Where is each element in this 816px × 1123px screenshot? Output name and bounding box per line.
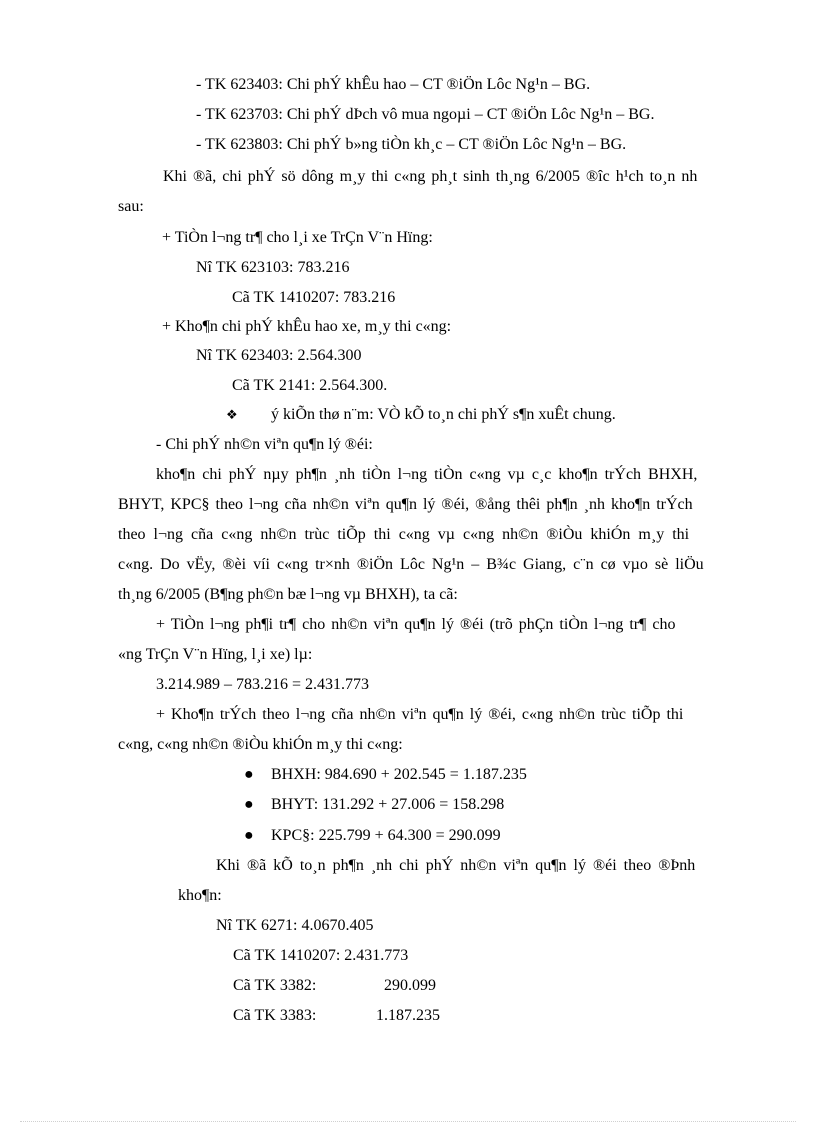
- text-line: + Kho¶n chi phÝ khÊu hao xe, m¸y thi c«ng:: [162, 318, 452, 335]
- text-line: kho¶n chi phÝ nµy ph¶n ¸nh tiÒn l¬ng tiÒn c«ng vµ c¸c kho¶n trÝch BHXH,: [156, 466, 698, 483]
- text-line: + TiÒn l¬ng ph¶i tr¶ cho nh©n viªn qu¶n lý ®éi (trõ phÇn tiÒn l¬ng tr¶ cho: [156, 616, 676, 633]
- journal-debit: Nî TK 623403: 2.564.300: [196, 347, 362, 364]
- journal-credit-amount: 290.099: [384, 977, 436, 994]
- text-line: - TK 623403: Chi phÝ khÊu hao – CT ®iÖn Lôc Ng¹n – BG.: [196, 76, 591, 93]
- text-line: theo l¬ng cña c«ng nh©n trùc tiÕp thi c«ng vµ c«ng nh©n ®iÒu khiÓn m¸y thi: [118, 526, 690, 543]
- text-line: - TK 623803: Chi phÝ b»ng tiÒn kh¸c – CT ®iÖn Lôc Ng¹n – BG.: [196, 136, 627, 153]
- journal-credit: Cã TK 1410207: 2.431.773: [233, 947, 409, 964]
- list-item: KPC§: 225.799 + 64.300 = 290.099: [271, 827, 501, 844]
- text-line: Khi ®ã, chi phÝ sö dông m¸y thi c«ng ph¸t sinh th¸ng 6/2005 ®îc h¹ch to¸n nh: [163, 168, 698, 185]
- bullet-dot-icon: ●: [244, 766, 254, 783]
- text-line: c«ng, c«ng nh©n ®iÒu khiÓn m¸y thi c«ng:: [118, 736, 403, 753]
- text-line: Khi ®ã kÕ to¸n ph¶n ¸nh chi phÝ nh©n viªn qu¶n lý ®éi theo ®Þnh: [216, 857, 696, 874]
- bullet-dot-icon: ●: [244, 796, 254, 813]
- text-line: + Kho¶n trÝch theo l¬ng cña nh©n viªn qu¶n lý ®éi, c«ng nh©n trùc tiÕp thi: [156, 706, 684, 723]
- text-line: - Chi phÝ nh©n viªn qu¶n lý ®éi:: [156, 436, 373, 453]
- diamond-bullet-icon: ❖: [226, 407, 238, 422]
- text-line: BHYT, KPC§ theo l¬ng cña nh©n viªn qu¶n lý ®éi, ®ång thêi ph¶n ¸nh kho¶n trÝch: [118, 496, 693, 513]
- text-line: + TiÒn l¬ng tr¶ cho l¸i xe TrÇn V¨n Hïng:: [162, 229, 433, 246]
- text-line: «ng TrÇn V¨n Hïng, l¸i xe) lµ:: [118, 646, 313, 663]
- journal-credit: Cã TK 1410207: 783.216: [232, 289, 396, 306]
- text-line: - TK 623703: Chi phÝ dÞch vô mua ngoµi – CT ®iÖn Lôc Ng¹n – BG.: [196, 106, 655, 123]
- section-heading: ý kiÕn thø n¨m: VÒ kÕ to¸n chi phÝ s¶n xuÊt chung.: [271, 406, 616, 423]
- text-line: kho¶n:: [178, 887, 222, 904]
- list-item: BHYT: 131.292 + 27.006 = 158.298: [271, 796, 505, 813]
- list-item: BHXH: 984.690 + 202.545 = 1.187.235: [271, 766, 527, 783]
- journal-credit-label: Cã TK 3382:: [233, 977, 317, 994]
- page-bottom-rule: [20, 1121, 796, 1122]
- journal-debit: Nî TK 623103: 783.216: [196, 259, 350, 276]
- text-line: th¸ng 6/2005 (B¶ng ph©n bæ l¬ng vµ BHXH), ta cã:: [118, 586, 458, 603]
- journal-credit: Cã TK 2141: 2.564.300.: [232, 377, 388, 394]
- journal-credit-label: Cã TK 3383:: [233, 1007, 317, 1024]
- text-line: sau:: [118, 198, 144, 215]
- bullet-dot-icon: ●: [244, 827, 254, 844]
- journal-credit-amount: 1.187.235: [376, 1007, 440, 1024]
- journal-debit: Nî TK 6271: 4.0670.405: [216, 917, 374, 934]
- calculation-line: 3.214.989 – 783.216 = 2.431.773: [156, 676, 370, 693]
- text-line: c«ng. Do vËy, ®èi víi c«ng tr×nh ®iÖn Lôc Ng¹n – B¾c Giang, c¨n cø vµo sè liÖu: [118, 556, 704, 573]
